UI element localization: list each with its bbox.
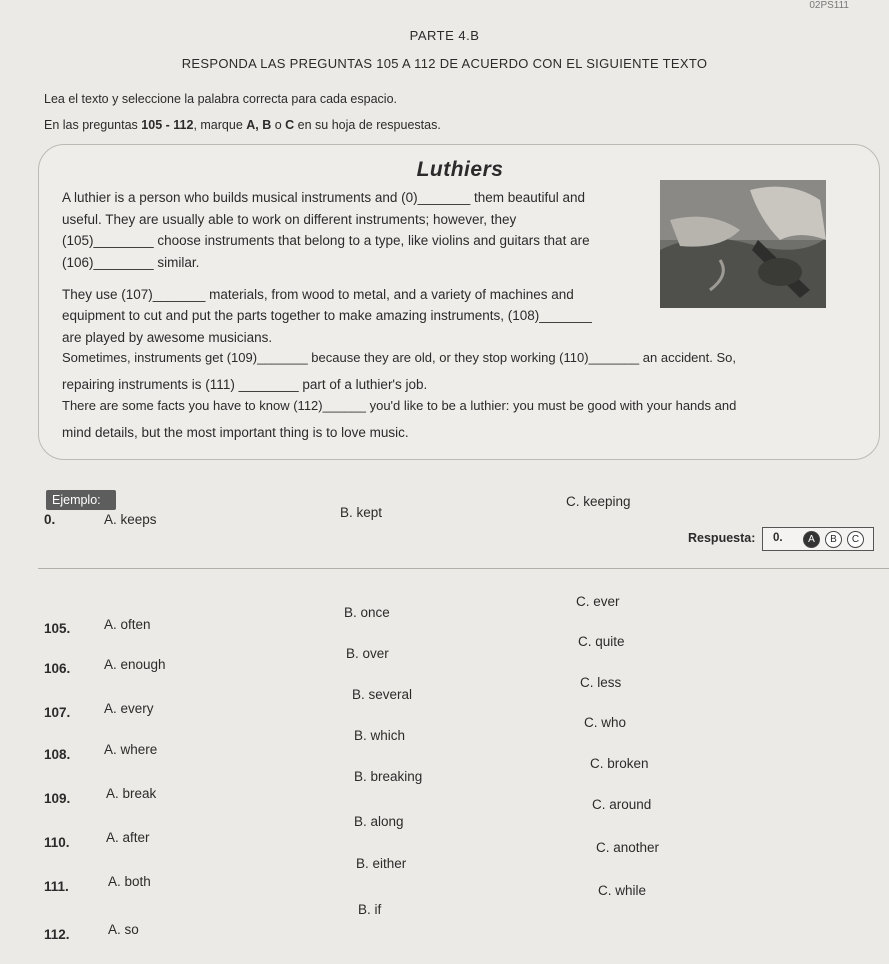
passage-line: (105)________ choose instruments that belong to a type, like violins and guitars that are [62,233,590,248]
passage-line: (106)________ similar. [62,255,200,270]
section-title: PARTE 4.B [409,28,480,43]
option-a[interactable]: A. after [106,830,150,845]
example-option-b: B. kept [340,505,383,520]
option-c[interactable]: C. around [592,797,652,812]
question-number: 105. [44,621,71,636]
question-number: 110. [44,835,70,850]
option-b[interactable]: B. if [358,902,382,917]
option-b[interactable]: B. once [344,605,390,620]
answer-label: Respuesta: [688,531,756,545]
instruction-line-2: En las preguntas 105 - 112, marque A, B o C en su hoja de respuestas. [44,118,441,132]
option-a[interactable]: A. break [106,786,157,801]
passage-line: A luthier is a person who builds musical instruments and (0)_______ them beautiful and [62,190,586,205]
option-a[interactable]: A. enough [104,657,166,672]
option-c[interactable]: C. ever [576,594,620,609]
question-number: 111. [44,879,69,894]
option-b[interactable]: B. either [356,856,407,871]
option-c[interactable]: C. less [580,675,622,690]
example-option-a: A. keeps [104,512,157,527]
passage-line: are played by awesome musicians. [62,330,273,345]
bubble-c[interactable]: C [847,531,864,548]
passage-line: mind details, but the most important thing is to love music. [62,425,409,440]
example-number: 0. [44,512,56,527]
option-a[interactable]: A. both [108,874,151,889]
answer-box [762,527,874,551]
option-c[interactable]: C. quite [578,634,625,649]
option-a[interactable]: A. so [108,922,139,937]
question-number: 109. [44,791,71,806]
option-c[interactable]: C. broken [590,756,649,771]
passage-title: Luthiers [416,158,504,181]
option-a[interactable]: A. where [104,742,158,757]
section-subtitle: RESPONDA LAS PREGUNTAS 105 A 112 DE ACUERDO CON EL SIGUIENTE TEXTO [181,56,708,71]
luthier-photo [660,180,826,308]
option-b[interactable]: B. over [346,646,389,661]
answer-number: 0. [773,532,783,544]
option-b[interactable]: B. which [354,728,406,743]
example-option-c: C. keeping [566,494,631,509]
instruction-line-1: Lea el texto y seleccione la palabra correcta para cada espacio. [44,92,397,106]
option-c[interactable]: C. while [598,883,647,898]
option-b[interactable]: B. along [354,814,404,829]
section-divider [38,568,889,569]
passage-line: They use (107)_______ materials, from wood to metal, and a variety of machines and [62,287,574,302]
passage-line: useful. They are usually able to work on different instruments; however, they [62,212,517,227]
option-a[interactable]: A. often [104,617,151,632]
option-b[interactable]: B. several [352,687,413,702]
question-number: 108. [44,747,71,762]
passage-line: Sometimes, instruments get (109)_______ because they are old, or they stop working (110)_______ an accident. So, [62,350,736,365]
bubble-a[interactable]: A [803,531,820,548]
question-number: 107. [44,705,71,720]
question-number: 106. [44,661,71,676]
option-c[interactable]: C. another [596,840,660,855]
passage-line: There are some facts you have to know (112)______ you'd like to be a luthier: you must be good with your hands and [62,398,737,413]
passage-line: repairing instruments is (111) ________ part of a luthier's job. [62,377,428,392]
option-c[interactable]: C. who [584,715,627,730]
option-b[interactable]: B. breaking [354,769,423,784]
passage-line: equipment to cut and put the parts together to make amazing instruments, (108)_______ [62,308,592,323]
example-badge: Ejemplo: [46,490,116,510]
page-code: 02PS111 [809,0,849,11]
option-a[interactable]: A. every [104,701,154,716]
bubble-b[interactable]: B [825,531,842,548]
question-number: 112. [44,927,70,942]
